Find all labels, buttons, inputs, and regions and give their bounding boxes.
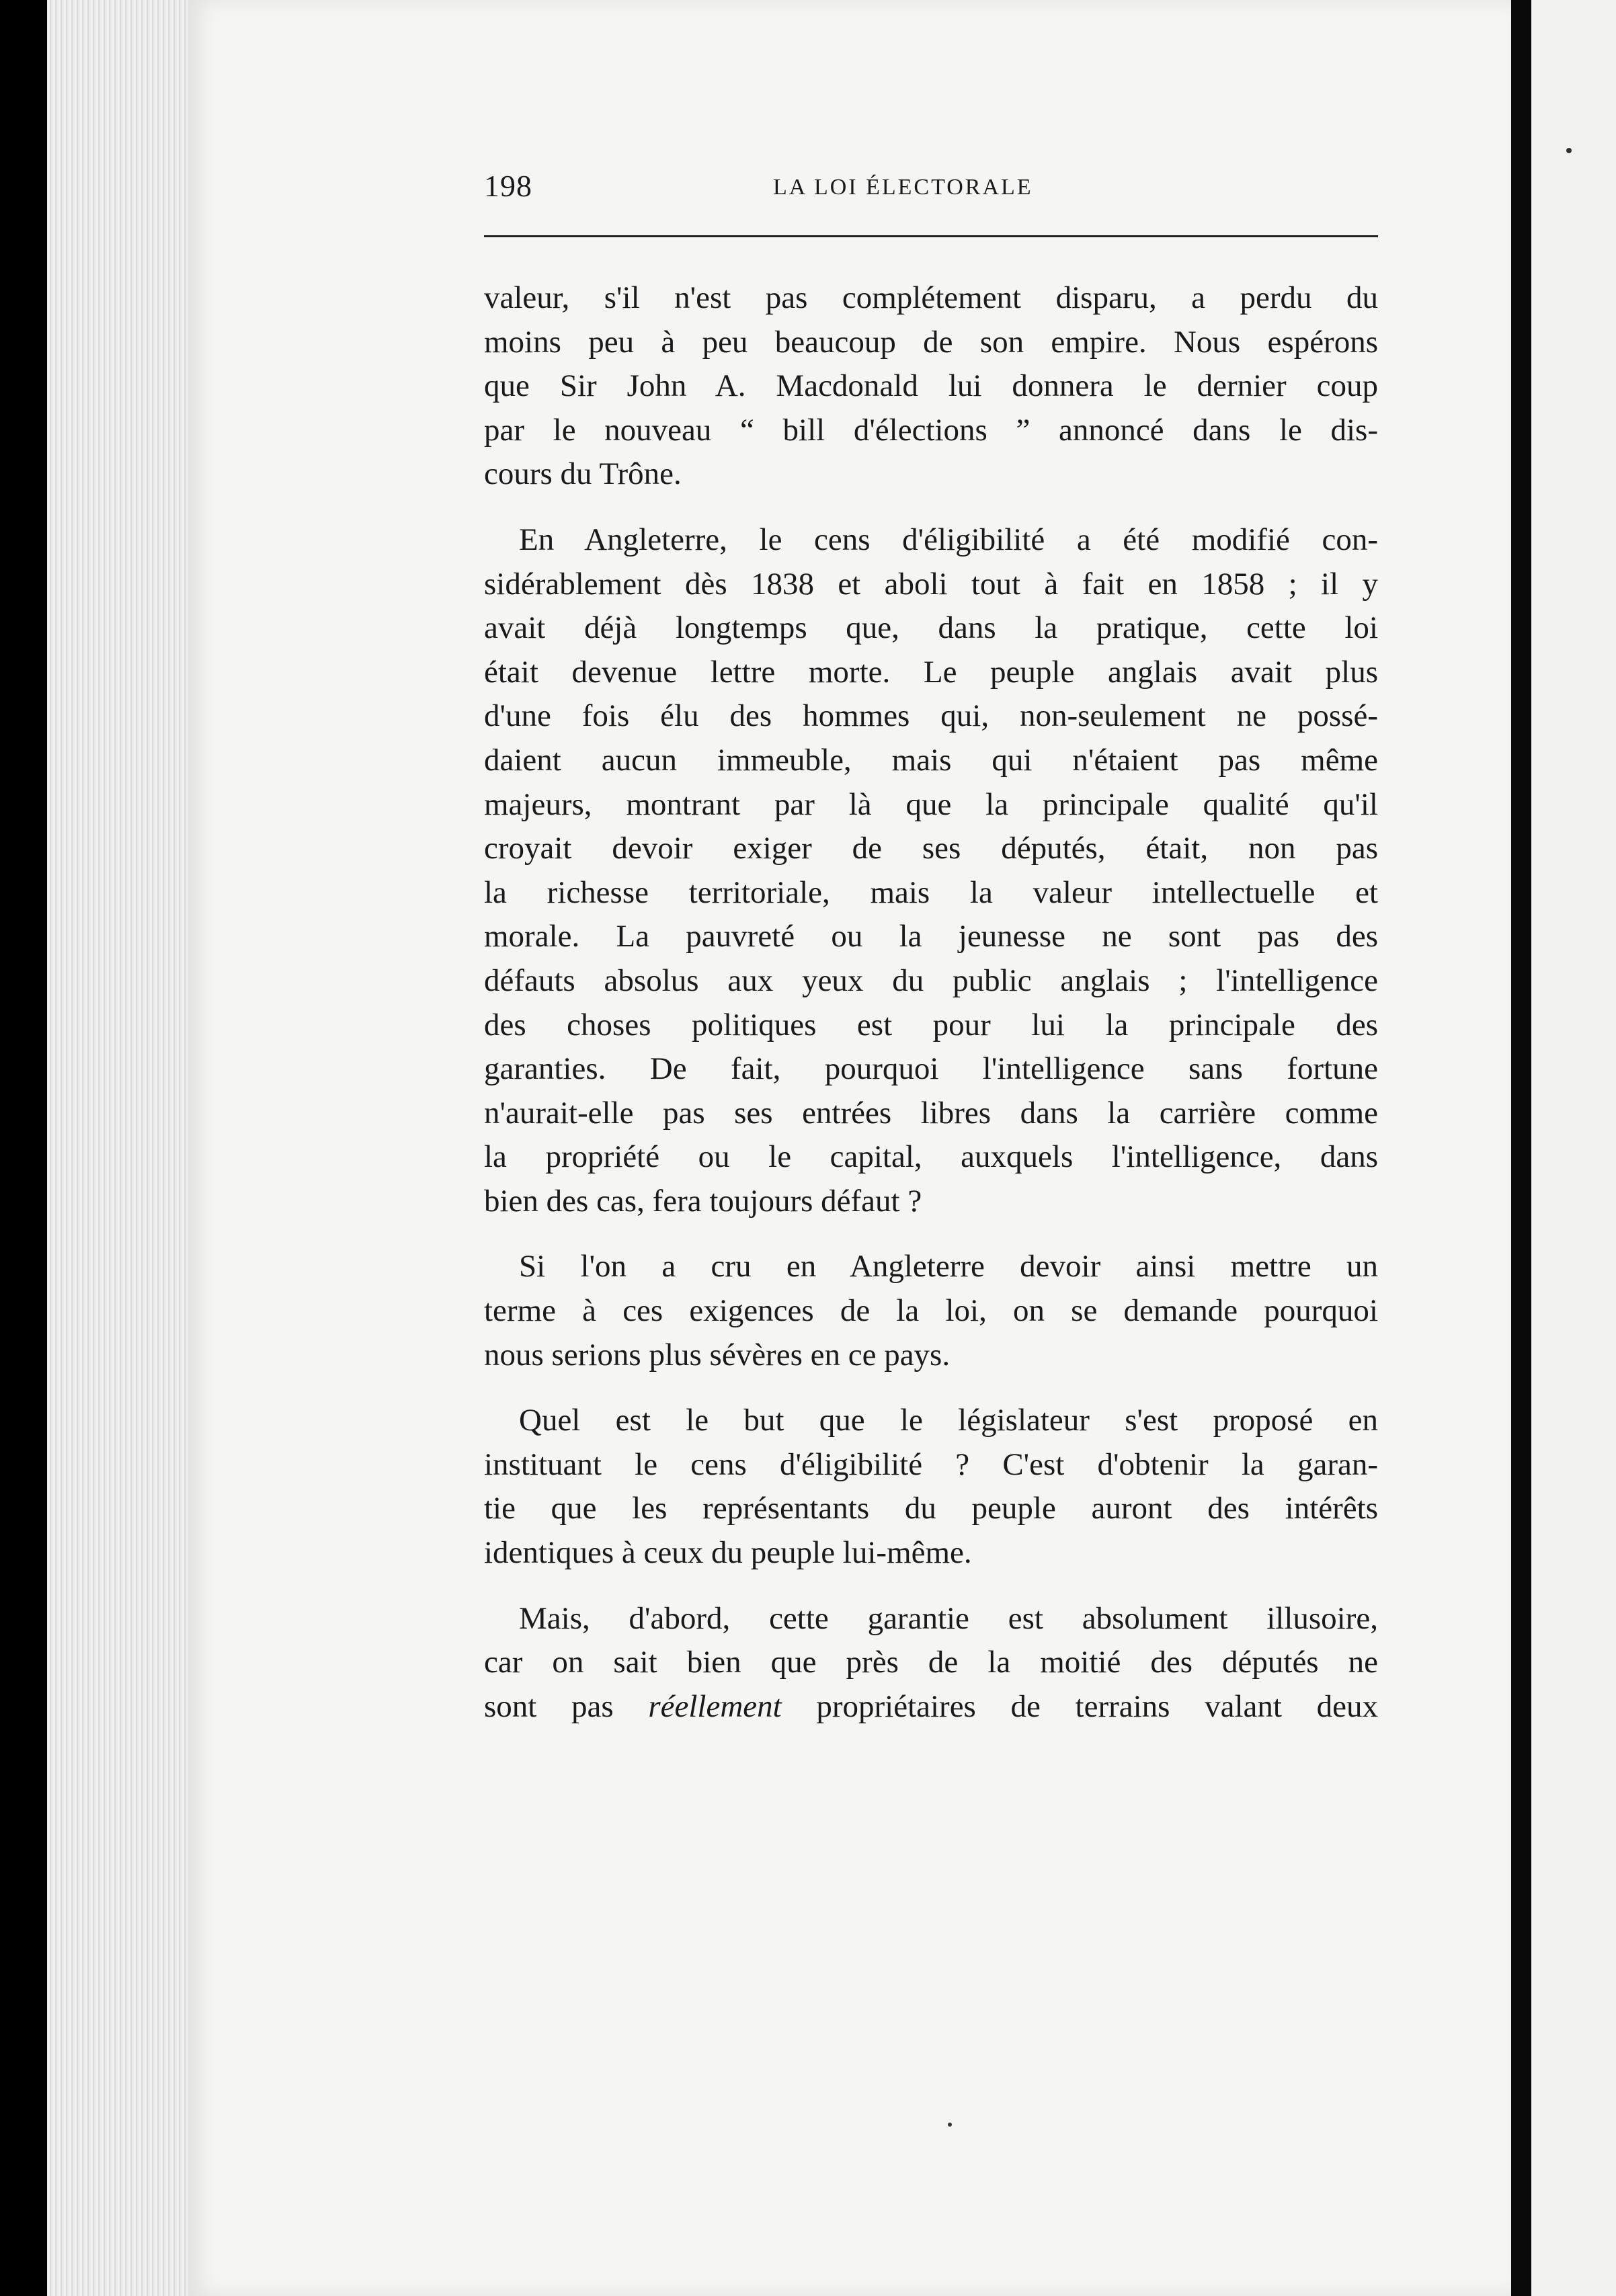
paragraph-3: [484, 1245, 1378, 1377]
text-line: était devenue lettre morte. Le peuple anglais avait plus: [484, 654, 1378, 690]
body-text: [484, 276, 1378, 1729]
text-line: que Sir John A. Macdonald lui donnera le dernier coup: [484, 368, 1378, 404]
text-line: valeur, s'il n'est pas complétement disparu, a perdu du: [484, 280, 1378, 315]
next-page-edge: [1531, 0, 1616, 2296]
page-edges: [47, 0, 202, 2296]
paragraph-4: [484, 1399, 1378, 1575]
text-line: moins peu à peu beaucoup de son empire. Nous espérons: [484, 324, 1378, 360]
text-line: terme à ces exigences de la loi, on se demande pourquoi: [484, 1293, 1378, 1329]
paragraph-1: [484, 276, 1378, 497]
text-line: car on sait bien que près de la moitié des députés ne: [484, 1645, 1378, 1680]
text-line: la richesse territoriale, mais la valeur intellectuelle et: [484, 874, 1378, 910]
text-line: avait déjà longtemps que, dans la pratique, cette loi: [484, 610, 1378, 646]
paragraph-2: [484, 518, 1378, 1224]
gutter-shadow: [1511, 0, 1531, 2296]
text-line: défauts absolus aux yeux du public anglais ; l'intelligence: [484, 962, 1378, 998]
text-line: par le nouveau “ bill d'élections ” annoncé dans le dis-: [484, 412, 1378, 448]
scan-speck: [948, 2123, 952, 2127]
text-segment: propriétaires de terrains valant deux: [781, 1688, 1378, 1724]
paragraph-5: [484, 1597, 1378, 1729]
text-line: d'une fois élu des hommes qui, non-seulement ne possé-: [484, 698, 1378, 734]
text-line: Quel est le but que le législateur s'est proposé en: [519, 1403, 1378, 1438]
emphasis-word: réellement: [648, 1688, 782, 1724]
text-line: daient aucun immeuble, mais qui n'étaient pas même: [484, 742, 1378, 778]
text-line: nous serions plus sévères en ce pays.: [484, 1337, 951, 1372]
text-line: cours du Trône.: [484, 456, 682, 492]
text-segment: sont pas: [484, 1688, 649, 1724]
text-line: morale. La pauvreté ou la jeunesse ne sont pas des: [484, 919, 1378, 954]
page-number: 198: [484, 169, 532, 203]
text-line: majeurs, montrant par là que la principale qualité qu'il: [484, 786, 1378, 822]
text-line: Mais, d'abord, cette garantie est absolument illusoire,: [519, 1600, 1378, 1636]
running-title: LA LOI ÉLECTORALE: [773, 175, 1033, 200]
text-line: En Angleterre, le cens d'éligibilité a été modifié con-: [519, 522, 1378, 557]
text-line-with-emphasis: [484, 1685, 1378, 1729]
page-content: [484, 168, 1378, 1729]
text-line: garanties. De fait, pourquoi l'intelligence sans fortune: [484, 1051, 1378, 1087]
text-line: sidérablement dès 1838 et aboli tout à fait en 1858 ; il y: [484, 566, 1378, 602]
text-line: tie que les représentants du peuple auront des intérêts: [484, 1491, 1378, 1526]
text-line: n'aurait-elle pas ses entrées libres dans la carrière comme: [484, 1095, 1378, 1131]
header-rule: [484, 235, 1378, 237]
text-line: Si l'on a cru en Angleterre devoir ainsi mettre un: [519, 1249, 1378, 1284]
text-line: des choses politiques est pour lui la principale des: [484, 1007, 1378, 1042]
text-line: bien des cas, fera toujours défaut ?: [484, 1183, 922, 1219]
text-line: la propriété ou le capital, auxquels l'intelligence, dans: [484, 1139, 1378, 1175]
scan-speck: [1566, 148, 1572, 153]
text-line: croyait devoir exiger de ses députés, était, non pas: [484, 831, 1378, 866]
page-header: [484, 168, 1378, 215]
text-line: identiques à ceux du peuple lui-même.: [484, 1535, 972, 1571]
text-line: instituant le cens d'éligibilité ? C'est d'obtenir la garan-: [484, 1446, 1378, 1482]
